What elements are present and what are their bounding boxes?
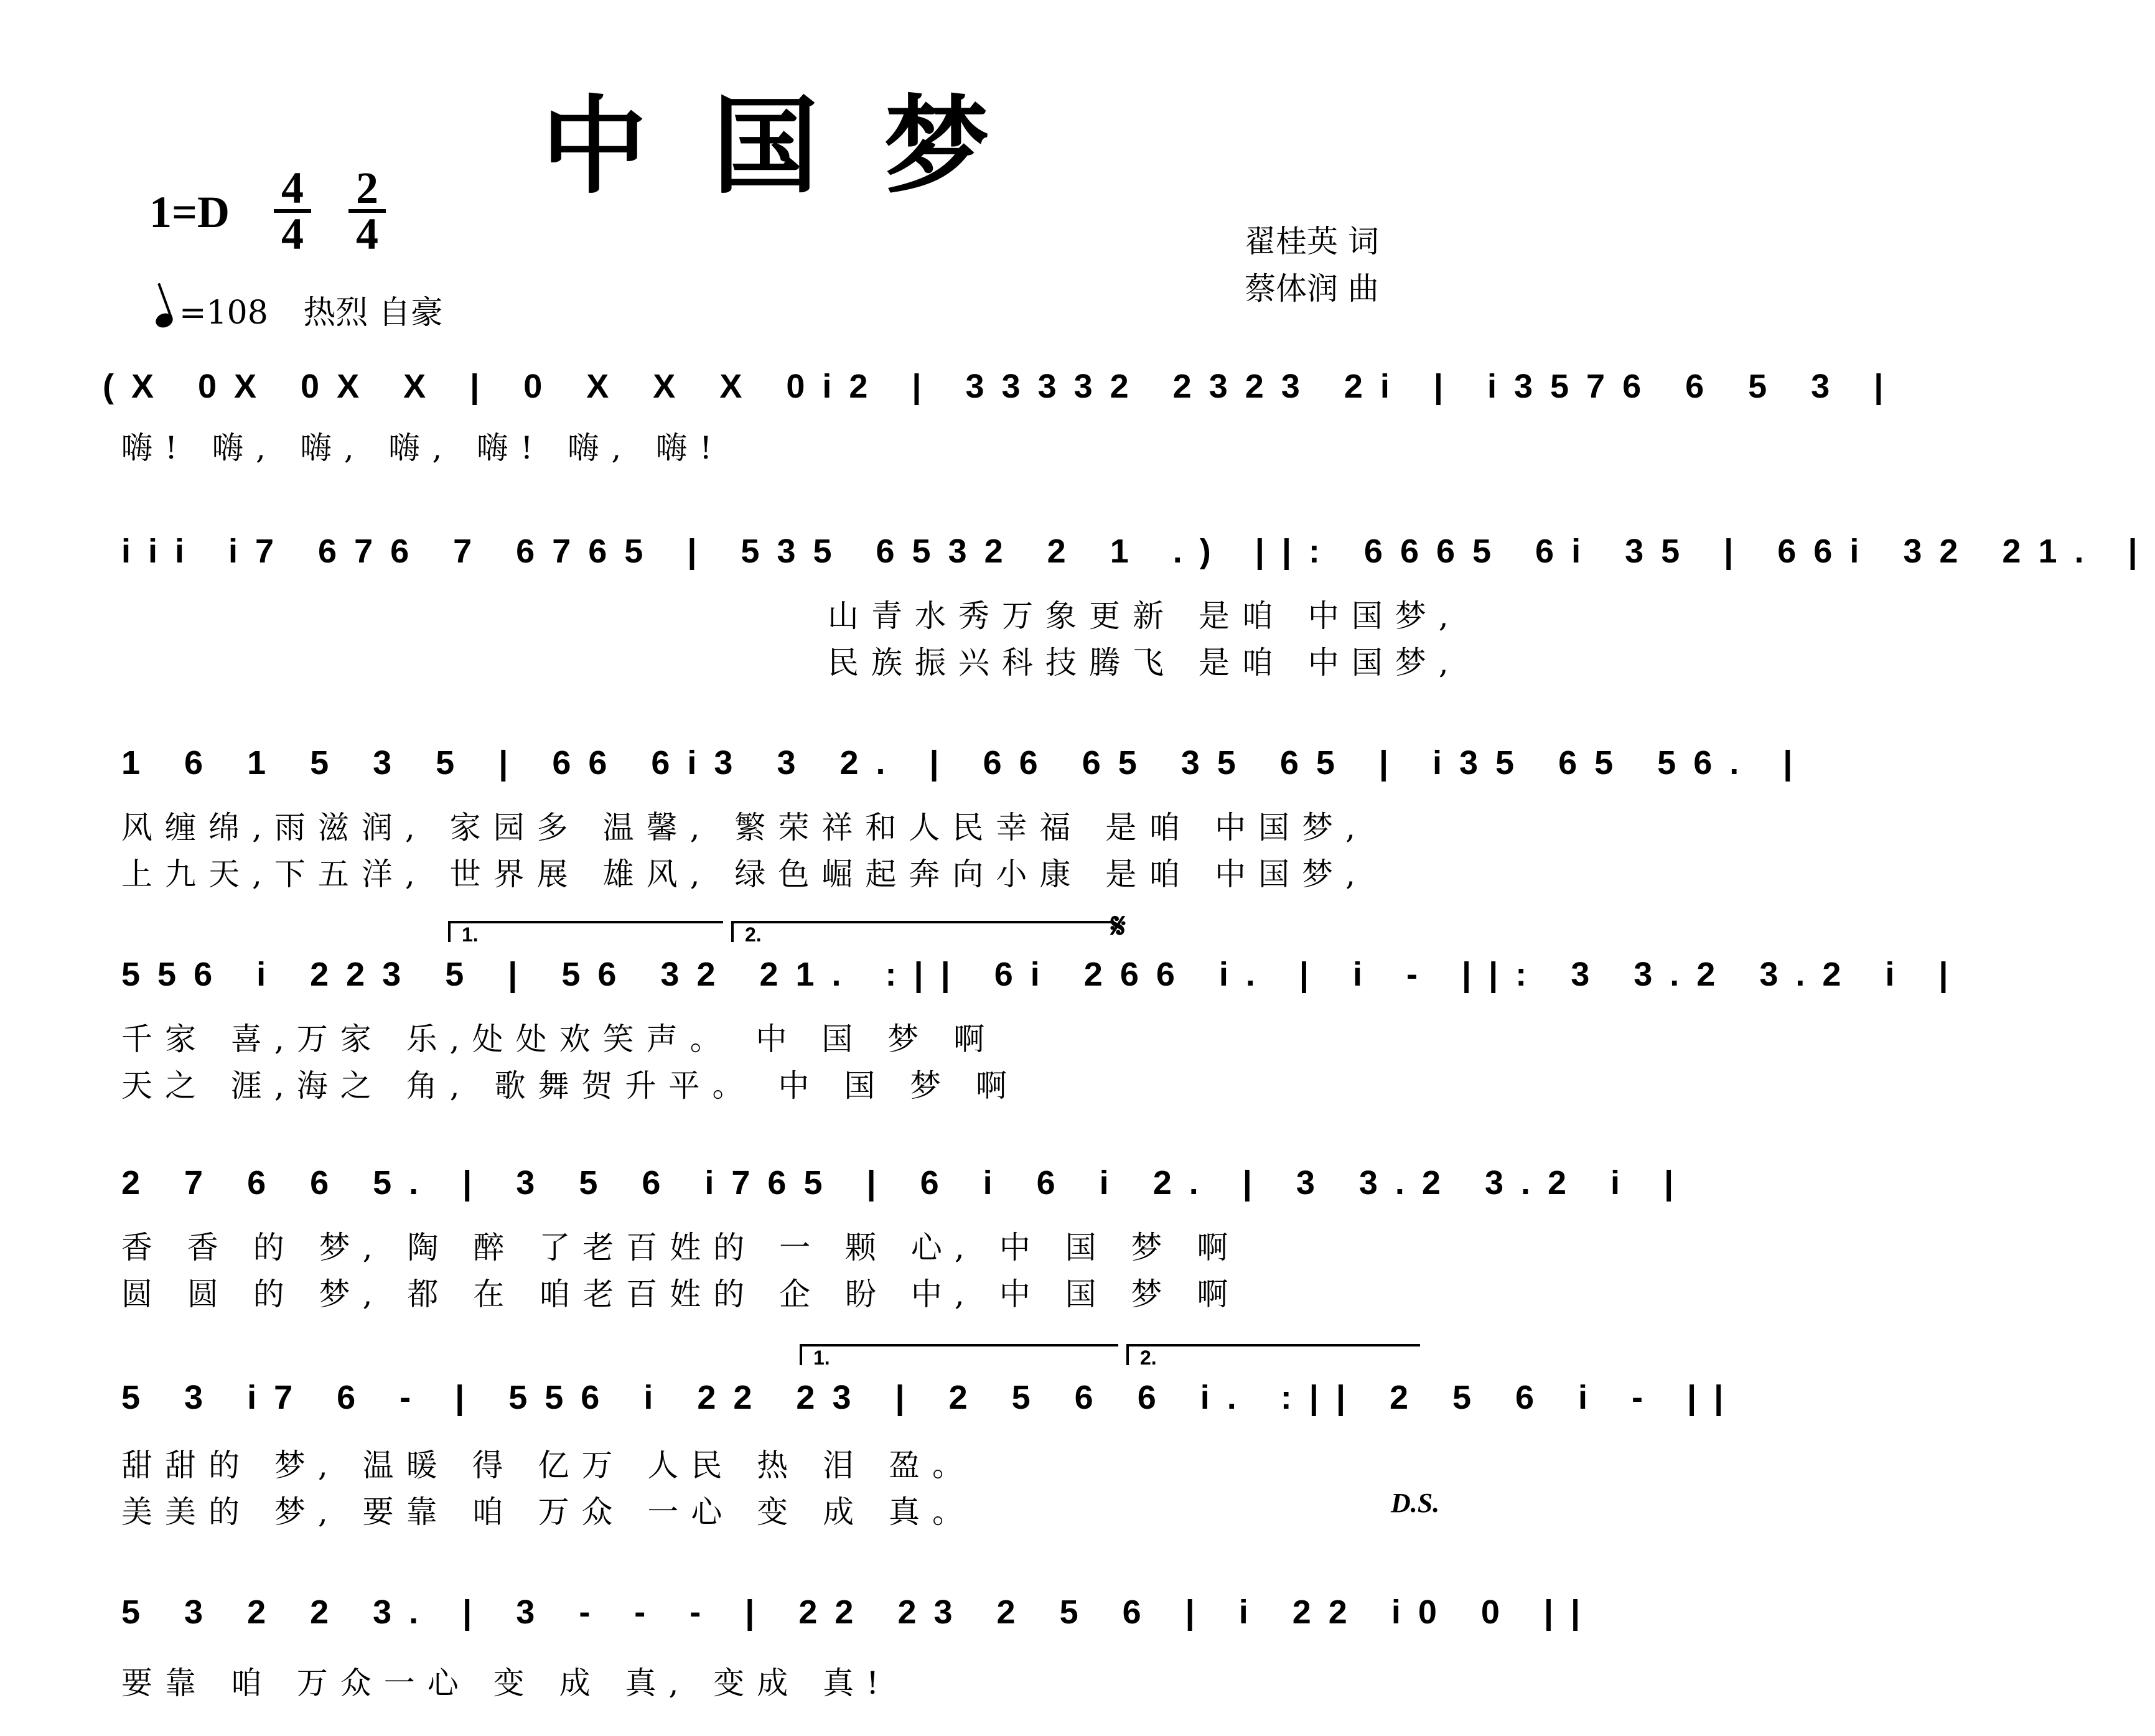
volta-bracket-2: 2. [1126, 1344, 1420, 1365]
time-bottom: 4 [356, 209, 378, 259]
segno-icon: 𝄋 [1111, 905, 1126, 946]
tempo-marking [156, 286, 443, 333]
notation-line: 2 7 6 6 5. | 3 5 6 i765 | 6 i 6 i 2. | 3 3.2 3.2 i | [121, 1164, 1691, 1202]
lyric-line: 香 香 的 梦, 陶 醉 了老百姓的 一 颗 心, 中 国 梦 啊 [121, 1230, 1241, 1266]
da-segno-marking: D.S. [1391, 1488, 1440, 1518]
notation-line: 5 3 i7 6 - | 556 i 22 23 | 2 5 6 6 i. :|| 2 5 6 i - || [121, 1379, 1741, 1416]
volta-bracket-1: 1. [448, 921, 723, 942]
song-title [541, 75, 989, 208]
credits [1245, 218, 1379, 312]
volta-bracket-1: 1. [800, 1344, 1118, 1365]
notation-line: 1 6 1 5 3 5 | 66 6i3 3 2. | 66 65 35 65 | i35 65 56. | [121, 744, 1810, 782]
lyric-line: 民族振兴科技腾飞 是咱 中国梦, [828, 645, 1461, 681]
lyric-line: 山青水秀万象更新 是咱 中国梦, [828, 598, 1461, 634]
key-signature: 1=D [149, 187, 230, 237]
title-char: 国 [712, 85, 818, 208]
time-signature-2 [348, 163, 386, 259]
lyric-line: 要靠 咱 万众一心 变 成 真, 变成 真! [121, 1665, 892, 1701]
time-top: 2 [356, 163, 378, 213]
title-char: 中 [541, 85, 648, 208]
lyric-line: 天之 涯,海之 角, 歌舞贺升平。 中 国 梦 啊 [121, 1068, 1020, 1104]
time-top: 4 [281, 163, 304, 213]
lyric-line: 甜甜的 梦, 温暖 得 亿万 人民 热 泪 盈。 [121, 1447, 976, 1483]
time-bottom: 4 [281, 209, 304, 259]
notation-line: (X 0X 0X X | 0 X X X 0i2 | 33332 2323 2i | i3576 6 5 3 | [103, 368, 1901, 405]
volta-bracket-2: 2. [731, 921, 1112, 942]
lyric-line: 嗨! 嗨, 嗨, 嗨, 嗨! 嗨, 嗨! [121, 430, 725, 466]
lyric-line: 上九天,下五洋, 世界展 雄风, 绿色崛起奔向小康 是咱 中国梦, [121, 856, 1368, 892]
lyric-line: 圆 圆 的 梦, 都 在 咱老百姓的 企 盼 中, 中 国 梦 啊 [121, 1276, 1241, 1312]
notation-line: iii i7 676 7 6765 | 535 6532 2 1 .) ||: 6665 6i 35 | 66i 32 21. | [121, 533, 2155, 570]
title-char: 梦 [883, 85, 989, 208]
quarter-note-icon [154, 311, 175, 330]
lyric-line: 风缠绵,雨滋润, 家园多 温馨, 繁荣祥和人民幸福 是咱 中国梦, [121, 810, 1368, 846]
tempo-expression: 热烈 自豪 [303, 294, 443, 332]
composer: 蔡体润 曲 [1245, 271, 1379, 307]
lyric-line: 美美的 梦, 要靠 咱 万众 一心 变 成 真。 [121, 1494, 976, 1530]
notation-line: 556 i 223 5 | 56 32 21. :|| 6i 266 i. | i - ||: 3 3.2 3.2 i | [121, 956, 1966, 993]
lyricist: 翟桂英 词 [1245, 223, 1379, 259]
time-signature-1 [274, 163, 311, 259]
tempo-value: =108 [179, 294, 268, 332]
notation-line: 5 3 2 2 3. | 3 - - - | 22 23 2 5 6 | i 22 i0 0 || [121, 1594, 1598, 1631]
lyric-line: 千家 喜,万家 乐,处处欢笑声。 中 国 梦 啊 [121, 1021, 998, 1057]
